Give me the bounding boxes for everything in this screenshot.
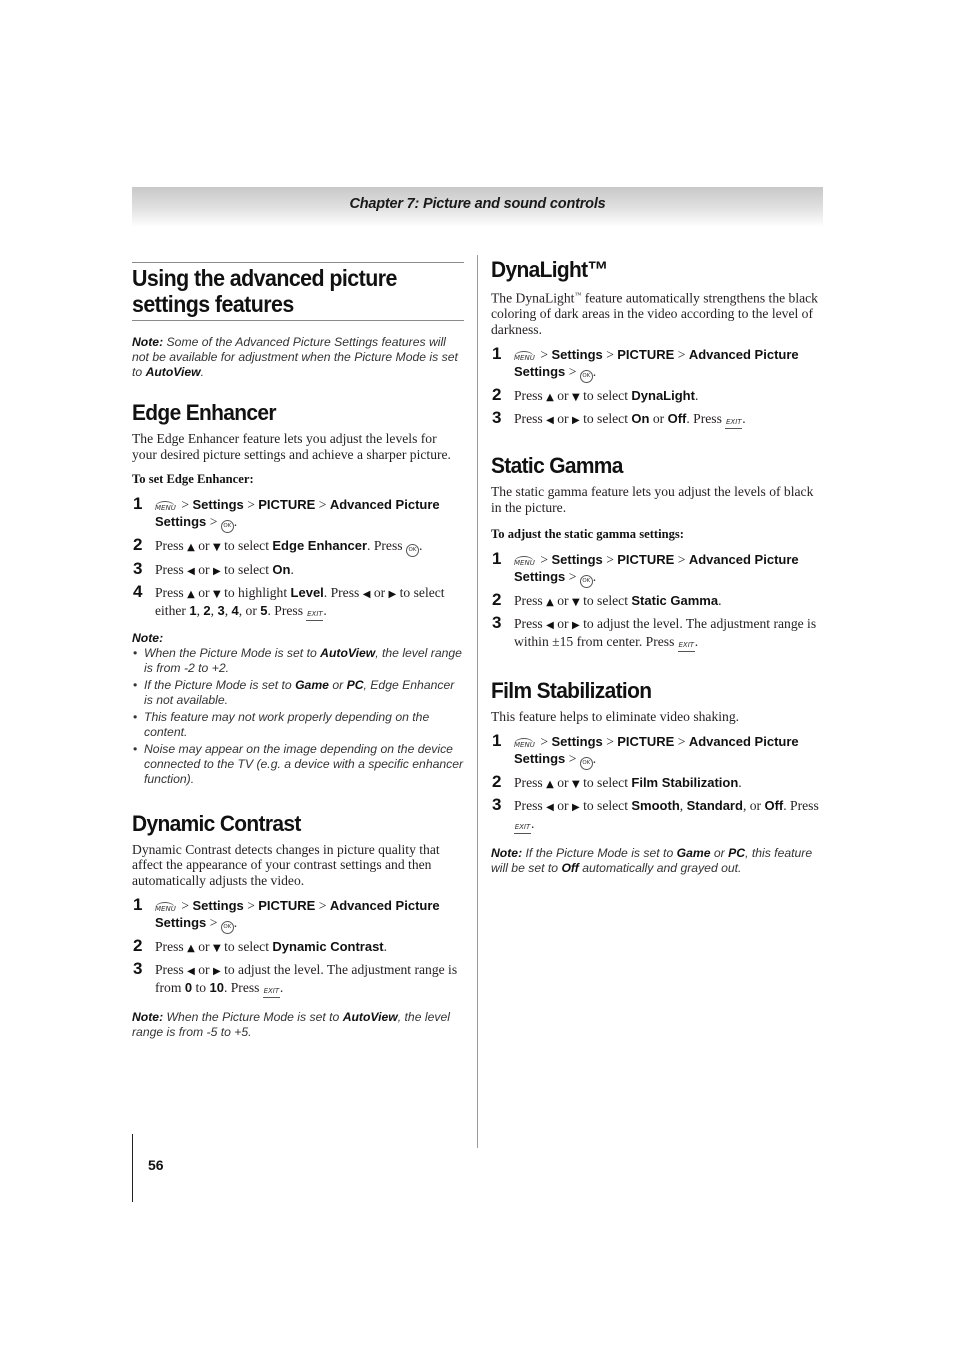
down-arrow-icon: ▼ <box>212 943 221 954</box>
section-heading-edge-enhancer: Edge Enhancer <box>132 400 276 425</box>
note-bullet-2: • If the Picture Mode is set to Game or PC, Edge Enhancer is not available. <box>133 677 455 707</box>
ok-icon: OK <box>580 757 593 770</box>
step-1: 1 MENU > Settings > PICTURE > Advanced Picture Settings > OK . <box>491 734 823 770</box>
page-title: Using the advanced picture settings features <box>132 262 464 321</box>
down-arrow-icon: ▼ <box>212 542 221 553</box>
menu-icon: MENU <box>514 351 534 364</box>
down-arrow-icon: ▼ <box>571 597 580 609</box>
menu-icon: MENU <box>514 556 534 569</box>
column-divider <box>477 255 478 1148</box>
static-gamma-description: The static gamma feature lets you adjust the levels of black in the picture. <box>491 484 814 515</box>
exit-icon: EXIT <box>514 822 531 834</box>
menu-icon: MENU <box>514 738 534 751</box>
note-bullet-3: • This feature may not work properly depending on the content. <box>133 709 430 739</box>
up-arrow-icon: ▲ <box>546 779 554 791</box>
step-3: 3 Press ◀ or ▶ to adjust the level. The adjustment range is from 0 to 10. Press EXIT. <box>132 962 464 998</box>
page-number-rule <box>132 1134 133 1202</box>
ok-icon: OK <box>221 520 234 533</box>
note-bullet-1: • When the Picture Mode is set to AutoView, the level range is from -2 to +2. <box>133 645 462 675</box>
exit-icon: EXIT <box>306 609 323 621</box>
edge-enhancer-subhead: To set Edge Enhancer: <box>132 472 254 486</box>
step-2: 2 Press ▲ or ▼ to select DynaLight. <box>492 385 699 405</box>
film-stabilization-description: This feature helps to eliminate video shaking. <box>491 708 740 724</box>
dynamic-contrast-note: Note: When the Picture Mode is set to AutoView, the level range is from -5 to +5. <box>132 1009 450 1039</box>
step-3: 3 Press ◀ or ▶ to select On or Off. Press EXIT. <box>492 408 746 428</box>
up-arrow-icon: ▲ <box>187 542 195 553</box>
step-3: 3 Press ◀ or ▶ to select Smooth, Standard, or Off. Press EXIT. <box>491 798 823 834</box>
left-arrow-icon: ◀ <box>362 589 371 600</box>
chapter-title: Chapter 7: Picture and sound controls <box>349 196 606 212</box>
ok-icon: OK <box>580 575 593 588</box>
ok-icon: OK <box>221 921 234 934</box>
edge-note-label: Note: <box>132 630 164 645</box>
right-arrow-icon: ▶ <box>571 620 580 632</box>
right-arrow-icon: ▶ <box>571 415 580 427</box>
step-3: 3 Press ◀ or ▶ to adjust the level. The adjustment range is within ±15 from center. Press EXIT. <box>491 616 823 652</box>
step-2: 2 Press ▲ or ▼ to select Film Stabilization. <box>492 772 742 792</box>
up-arrow-icon: ▲ <box>187 943 195 954</box>
menu-icon: MENU <box>155 501 175 514</box>
left-arrow-icon: ◀ <box>187 966 195 977</box>
note-bullet-4: • Noise may appear on the image depending on the device connected to the TV (e.g. a device with a specific enhancer function). <box>133 741 464 786</box>
step-3: 3 Press ◀ or ▶ to select On. <box>133 559 294 578</box>
dynamic-contrast-description: Dynamic Contrast detects changes in picture quality that affect the appearance of your contrast settings and then automatically adjusts the video. <box>132 841 440 888</box>
exit-icon: EXIT <box>725 417 742 429</box>
right-arrow-icon: ▶ <box>571 802 580 814</box>
page-number: 56 <box>148 1157 164 1173</box>
down-arrow-icon: ▼ <box>571 779 580 791</box>
menu-icon: MENU <box>155 902 175 915</box>
note-label: Note: <box>132 335 164 349</box>
dynalight-description: The DynaLight™ feature automatically strengthens the black coloring of dark areas in the video according to the level of darkness. <box>491 290 818 337</box>
up-arrow-icon: ▲ <box>546 392 554 404</box>
right-column <box>491 255 823 876</box>
step-2: 2 Press ▲ or ▼ to select Static Gamma. <box>492 590 722 610</box>
step-1: 1 MENU > Settings > PICTURE > Advanced Picture Settings > OK . <box>132 497 464 533</box>
step-1: 1 MENU > Settings > PICTURE > Advanced Picture Settings > OK . <box>491 552 823 588</box>
exit-icon: EXIT <box>678 640 695 652</box>
right-arrow-icon: ▶ <box>212 966 221 977</box>
left-arrow-icon: ◀ <box>546 802 554 814</box>
exit-icon: EXIT <box>263 986 280 998</box>
step-2: 2 Press ▲ or ▼ to select Edge Enhancer. Press OK . <box>132 538 464 557</box>
left-arrow-icon: ◀ <box>187 566 195 577</box>
down-arrow-icon: ▼ <box>571 392 580 404</box>
edge-enhancer-description: The Edge Enhancer feature lets you adjust the levels for your desired picture settings and achieve a sharper picture. <box>132 431 451 462</box>
static-gamma-subhead: To adjust the static gamma settings: <box>491 527 684 542</box>
step-2: 2 Press ▲ or ▼ to select Dynamic Contrast. <box>133 936 388 955</box>
section-heading-dynamic-contrast: Dynamic Contrast <box>132 810 301 836</box>
section-heading-film-stabilization: Film Stabilization <box>491 677 652 703</box>
up-arrow-icon: ▲ <box>187 589 195 600</box>
right-arrow-icon: ▶ <box>388 589 397 600</box>
left-arrow-icon: ◀ <box>546 415 554 427</box>
step-1: 1 MENU > Settings > PICTURE > Advanced Picture Settings > OK . <box>491 347 823 383</box>
left-arrow-icon: ◀ <box>546 620 554 632</box>
film-stabilization-note: Note: If the Picture Mode is set to Game or PC, this feature will be set to Off automatically and grayed out. <box>491 845 813 875</box>
left-column <box>132 255 464 1040</box>
step-4: 4 Press ▲ or ▼ to highlight Level. Press ◀ or ▶ to select either 1, 2, 3, 4, or 5. Press EXIT. <box>132 585 464 621</box>
up-arrow-icon: ▲ <box>546 597 554 609</box>
step-1: 1 MENU > Settings > PICTURE > Advanced Picture Settings > OK . <box>132 898 464 934</box>
intro-note: Note: Some of the Advanced Picture Settings features will not be available for adjustment when the Picture Mode is set to AutoView. <box>132 335 458 379</box>
section-heading-static-gamma: Static Gamma <box>491 453 623 479</box>
ok-icon: OK <box>406 544 419 557</box>
section-heading-dynalight: DynaLight™ <box>491 257 608 282</box>
right-arrow-icon: ▶ <box>212 566 221 577</box>
ok-icon: OK <box>580 370 593 383</box>
down-arrow-icon: ▼ <box>212 589 221 600</box>
